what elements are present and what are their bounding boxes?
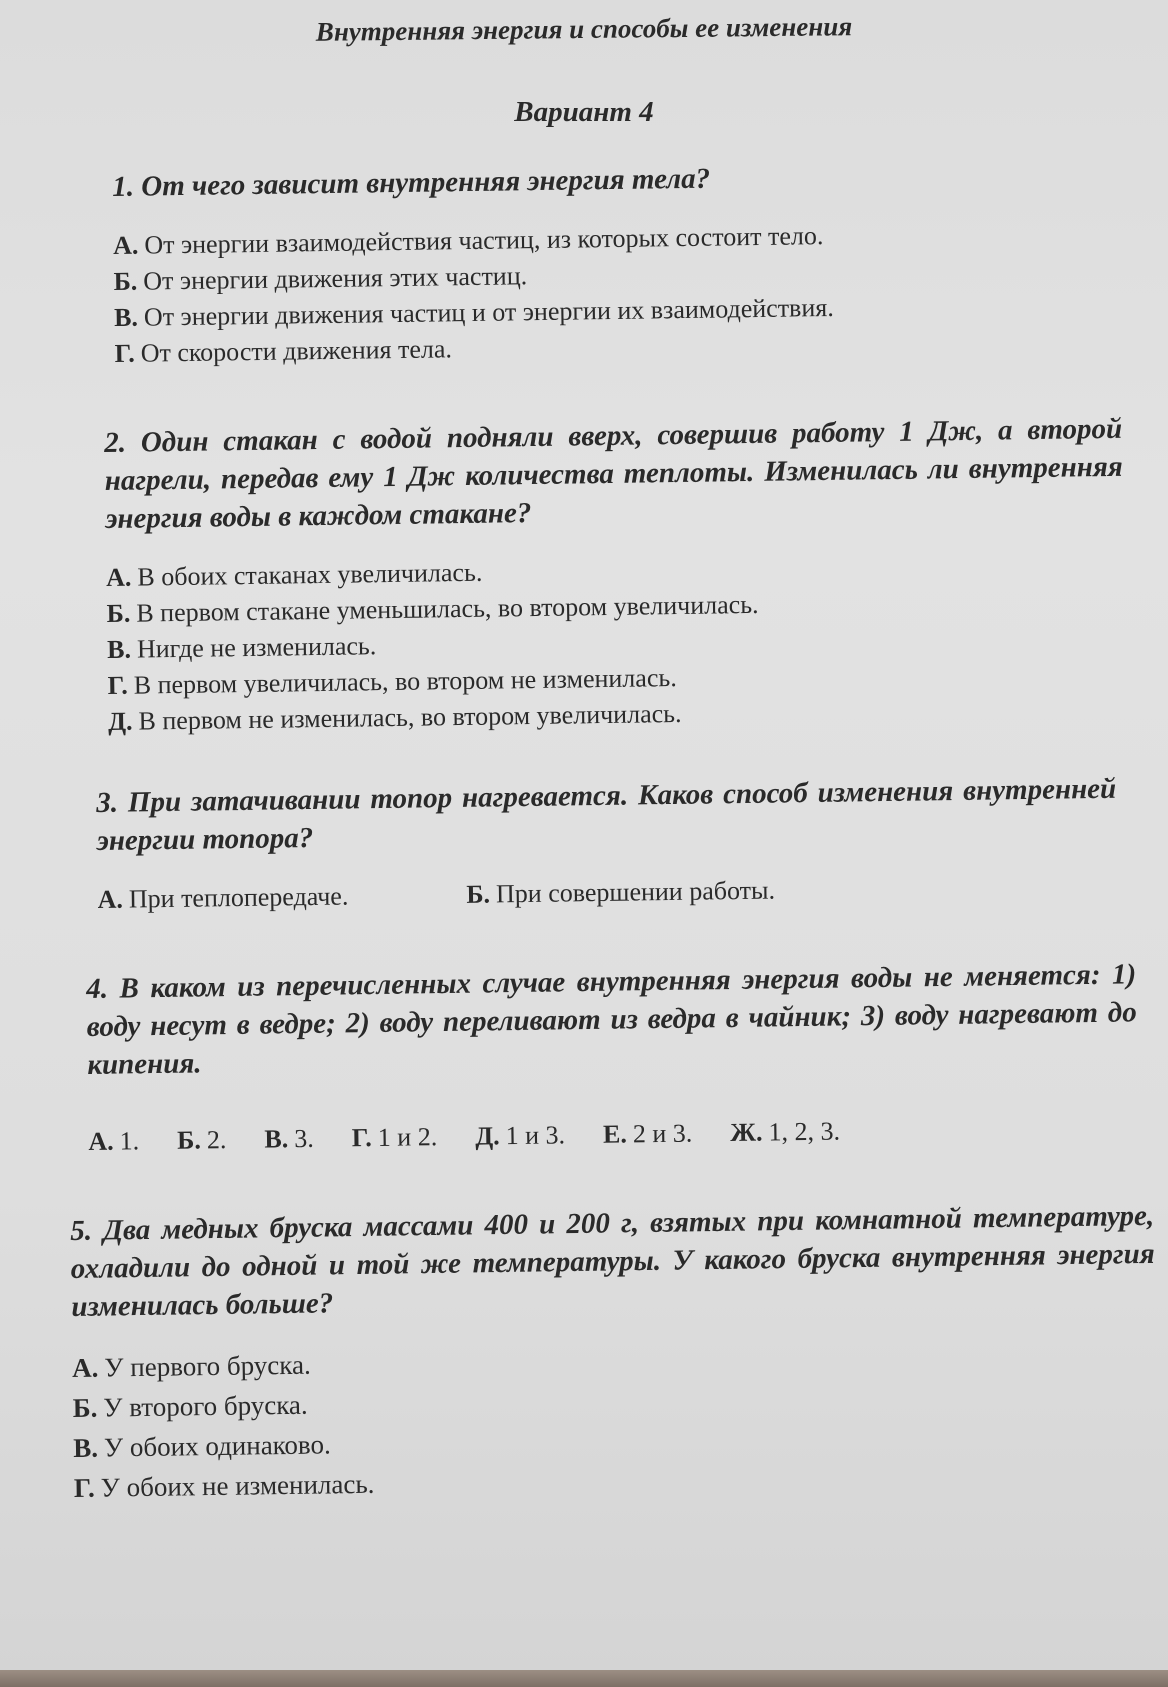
option-text: В первом стакане уменьшилась, во втором увеличилась. xyxy=(136,589,759,628)
option-text: От энергии движения этих частиц. xyxy=(143,261,528,296)
option-letter: А. xyxy=(112,230,139,260)
option-text: При совершении работы. xyxy=(495,875,776,909)
option xyxy=(603,1116,693,1153)
option-text: У обоих не изменилась. xyxy=(100,1468,375,1503)
option xyxy=(730,1113,840,1151)
option-text: У второго бруска. xyxy=(103,1389,308,1423)
question-5 xyxy=(70,1197,1158,1508)
option-letter: В. xyxy=(264,1124,289,1154)
question-text: 5. Два медных бруска массами 400 и 200 г, взятых при комнатной температуре, охладили до одной и той же температуры. У какого бруска внутренняя энергия изменилась больше? xyxy=(70,1199,1155,1323)
option-letter: Д. xyxy=(107,706,133,736)
option-text: В первом не изменилась, во втором увеличилась. xyxy=(138,698,682,736)
option-letter: Г. xyxy=(107,670,128,700)
option xyxy=(88,1123,139,1160)
option-letter: Б. xyxy=(176,1125,202,1155)
option-letter: Б. xyxy=(106,598,131,628)
option-text: 1, 2, 3. xyxy=(768,1116,841,1147)
option-letter: А. xyxy=(105,562,132,592)
option-text: У первого бруска. xyxy=(104,1349,311,1383)
options-list xyxy=(113,214,1115,372)
option-letter: Б. xyxy=(113,266,138,296)
option-letter: Г. xyxy=(114,338,135,368)
option-letter: А. xyxy=(97,884,124,914)
option-text: От энергии взаимодействия частиц, из которых состоит тело. xyxy=(144,221,824,260)
option-text: От энергии движения частиц и от энергии их взаимодействия. xyxy=(143,292,834,332)
option-text: 3. xyxy=(294,1123,314,1154)
variant-label: Вариант 4 xyxy=(514,96,654,128)
option-text: Нигде не изменилась. xyxy=(136,631,377,664)
option-letter: А. xyxy=(88,1126,114,1156)
option-text: От скорости движения тела. xyxy=(140,334,453,368)
option xyxy=(351,1119,437,1156)
option xyxy=(466,873,775,913)
option-letter: Е. xyxy=(602,1119,628,1149)
option xyxy=(177,1122,227,1159)
option-letter: В. xyxy=(113,302,139,332)
question-text: 2. Один стакан с водой подняли вверх, совершив работу 1 Дж, а второй нагрели, передав ему 1 Дж количества теплоты. Изменилась ли внутренняя энергия воды в каждом стакане? xyxy=(104,412,1123,535)
question-text: 4. В каком из перечисленных случае внутренняя энергия воды не меняется: 1) воду несут в ведре; 2) воду переливают из ведра в чайник; 3) воду нагревают до кипения. xyxy=(86,958,1137,1081)
option-text: В первом увеличилась, во втором не изменилась. xyxy=(133,663,677,700)
option xyxy=(264,1121,314,1158)
option-letter: Ж. xyxy=(730,1117,763,1148)
document-title: Внутренняя энергия и способы ее изменения xyxy=(315,11,853,47)
option-text: 1 и 2. xyxy=(377,1122,438,1152)
question-1 xyxy=(112,154,1115,372)
table-surface xyxy=(0,1670,1168,1687)
option-letter: Г. xyxy=(73,1472,95,1503)
question-3 xyxy=(96,770,1118,918)
option-letter: Д. xyxy=(475,1121,500,1151)
option-text: 2 и 3. xyxy=(632,1118,693,1149)
option-text: 2. xyxy=(206,1125,227,1155)
option-letter: А. xyxy=(71,1352,99,1383)
option xyxy=(97,878,348,917)
option-letter: Б. xyxy=(72,1392,98,1423)
option-text: 1. xyxy=(119,1126,140,1156)
option-letter: В. xyxy=(106,634,132,664)
question-4 xyxy=(86,955,1139,1160)
option-text: У обоих одинаково. xyxy=(103,1429,331,1463)
options-list xyxy=(72,1333,1158,1508)
option-text: При теплопередаче. xyxy=(128,881,349,914)
question-2 xyxy=(104,410,1126,740)
option xyxy=(475,1117,565,1154)
option-text: 1 и 3. xyxy=(505,1120,566,1151)
option-letter: Б. xyxy=(466,879,491,909)
options-list xyxy=(106,546,1126,740)
option-text: В обоих стаканах увеличилась. xyxy=(137,557,483,592)
option-letter: Г. xyxy=(351,1123,373,1153)
question-text: 3. При затачивании топор нагревается. Каков способ изменения внутренней энергии топора? xyxy=(96,772,1117,857)
option-letter: В. xyxy=(73,1432,99,1463)
question-text: 1. От чего зависит внутренняя энергия тела? xyxy=(112,162,711,203)
